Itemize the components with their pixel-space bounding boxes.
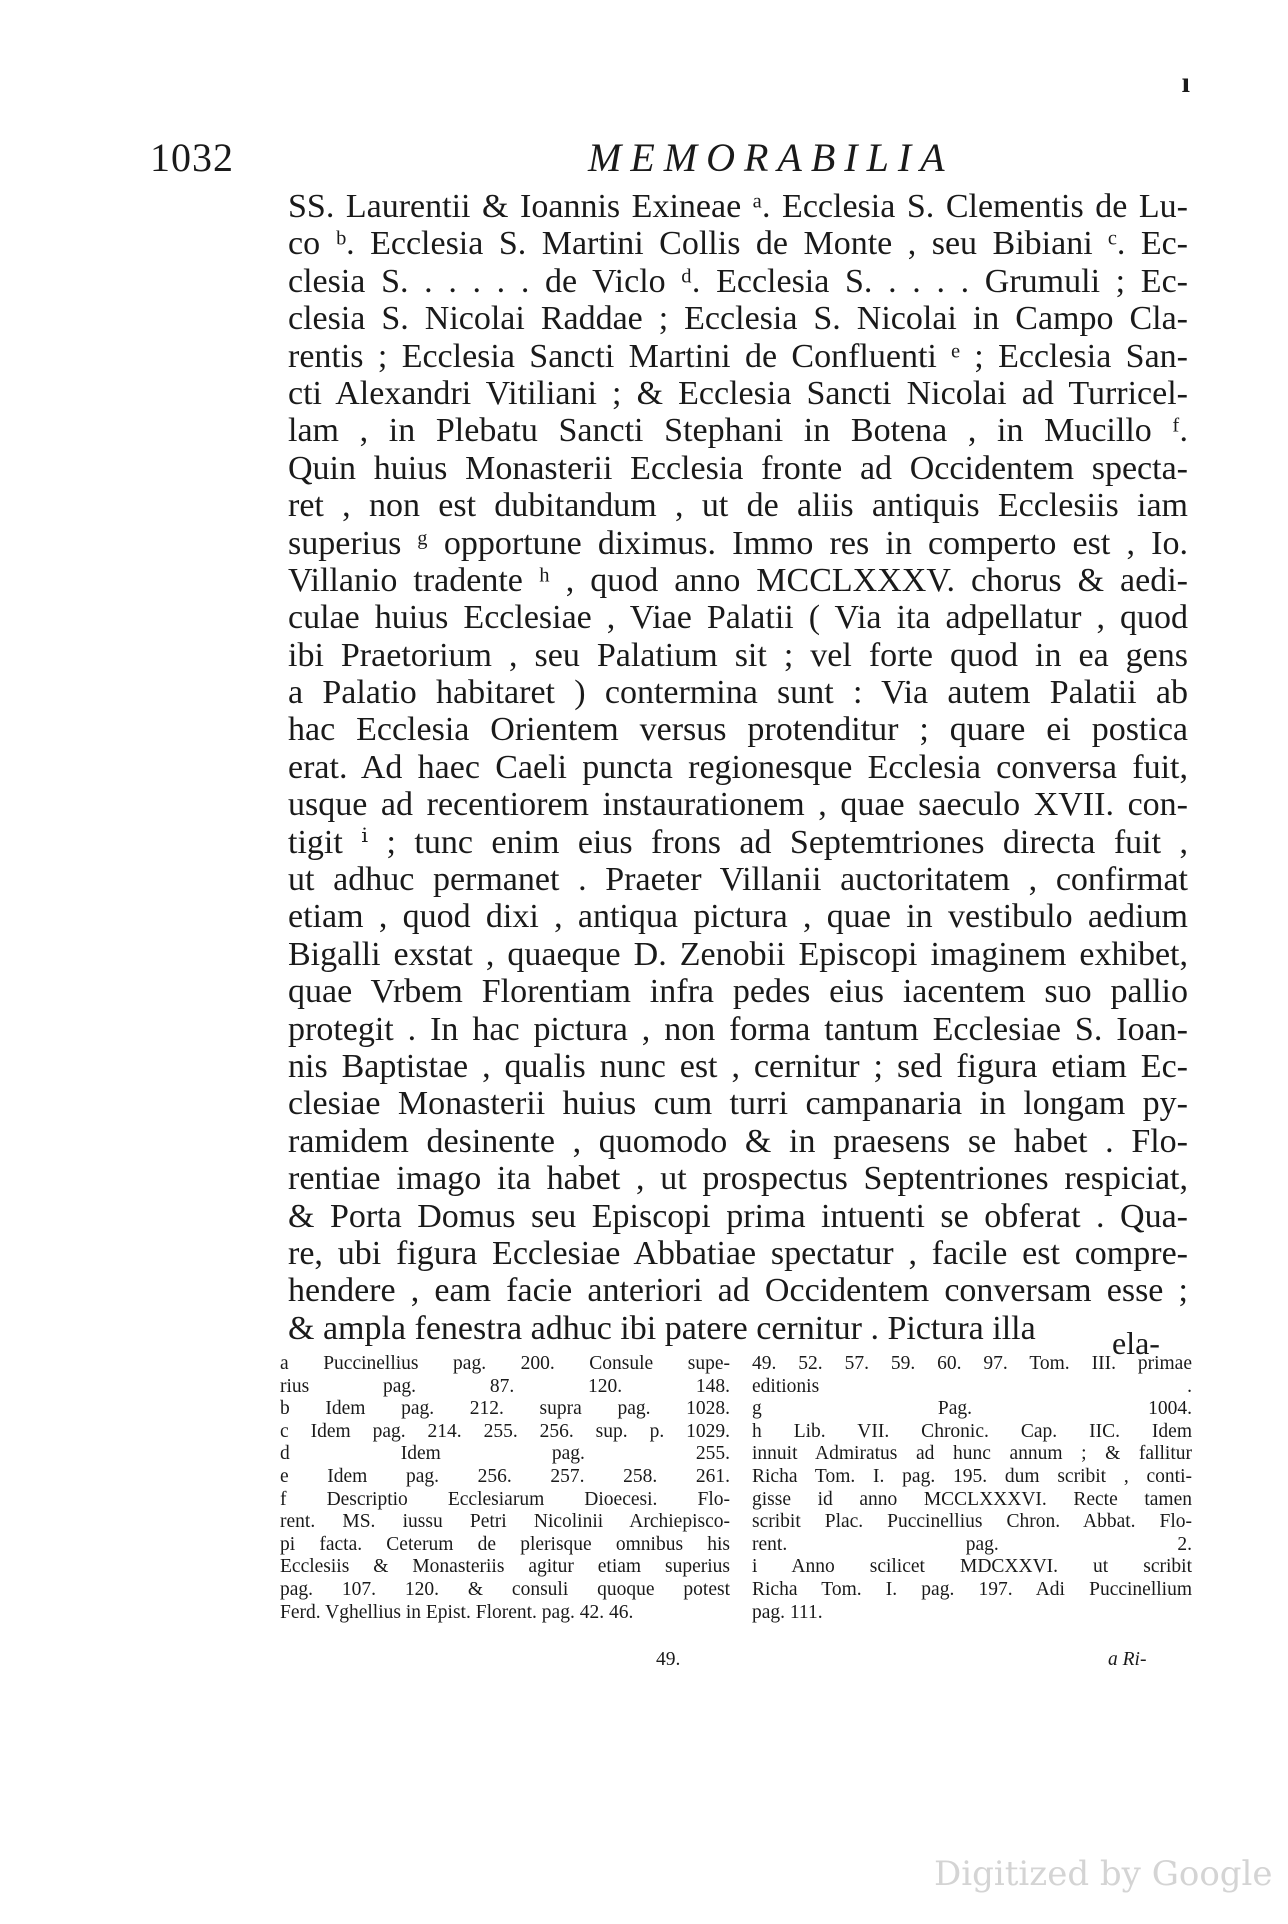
footnote-line: pag. 107. 120. & consuli quoque potest (280, 1578, 730, 1600)
footnote-line: Richa Tom. I. pag. 197. Adi Puccinellium (752, 1578, 1192, 1600)
text-line: protegit . In hac pictura , non forma tantum Ecclesiae S. Ioan- (288, 1010, 1188, 1048)
footnote-line: rent. pag. 2. (752, 1533, 1192, 1555)
footnote-line: rius pag. 87. 120. 148. (280, 1375, 730, 1397)
footnote-line: i Anno scilicet MDCXXVI. ut scribit (752, 1556, 1192, 1578)
footnote-line: a Puccinellius pag. 200. Consule supe- (280, 1353, 730, 1374)
text-line: rentis ; Ecclesia Sancti Martini de Confluenti ᵉ ; Ecclesia San- (288, 337, 1188, 375)
text-line: re, ubi figura Ecclesiae Abbatiae spectatur , facile est compre- (288, 1234, 1188, 1272)
text-line: Bigalli exstat , quaeque D. Zenobii Episcopi imaginem exhibet, (288, 935, 1188, 973)
text-line: ibi Praetorium , seu Palatium sit ; vel forte quod in ea gens (288, 636, 1188, 674)
text-line: usque ad recentiorem instaurationem , quae saeculo XVII. con- (288, 786, 1188, 824)
main-text-block (288, 188, 1188, 1347)
text-line: a Palatio habitaret ) contermina sunt : Via autem Palatii ab (288, 674, 1188, 712)
text-line: & Porta Domus seu Episcopi prima intuenti se obferat . Qua- (288, 1197, 1188, 1235)
text-line: clesia S. Nicolai Raddae ; Ecclesia S. Nicolai in Campo Cla- (288, 300, 1188, 338)
text-line: quae Vrbem Florentiam infra pedes eius iacentem suo pallio (288, 973, 1188, 1011)
text-line: clesia S. . . . . . de Viclo ᵈ. Ecclesia S. . . . . Grumuli ; Ec- (288, 262, 1188, 300)
footnote-line: Ecclesiis & Monasteriis agitur etiam superius (280, 1556, 730, 1578)
text-line: superius ᵍ opportune diximus. Immo res in comperto est , Io. (288, 524, 1188, 562)
text-line: tigit ⁱ ; tunc enim eius frons ad Septemtriones directa fuit , (288, 823, 1188, 861)
text-line: & ampla fenestra adhuc ibi patere cernitur . Pictura illa (288, 1309, 1036, 1347)
footnote-line: g Pag. 1004. (752, 1398, 1192, 1420)
running-title: MEMORABILIA (588, 135, 954, 180)
footnote-line: innuit Admiratus ad hunc annum ; & fallitur (752, 1443, 1192, 1465)
text-line: etiam , quod dixi , antiqua pictura , quae in vestibulo aedium (288, 898, 1188, 936)
footnote-line: c Idem pag. 214. 255. 256. sup. p. 1029. (280, 1420, 730, 1442)
text-line: lam , in Plebatu Sancti Stephani in Botena , in Mucillo ᶠ. (288, 412, 1188, 450)
page-header (150, 128, 1160, 188)
footnote-line: h Lib. VII. Chronic. Cap. IIC. Idem (752, 1420, 1192, 1442)
text-line: clesiae Monasterii huius cum turri campanaria in longam py- (288, 1085, 1188, 1123)
text-line: Quin huius Monasterii Ecclesia fronte ad Occidentem specta- (288, 449, 1188, 487)
text-line: erat. Ad haec Caeli puncta regionesque Ecclesia conversa fuit, (288, 748, 1188, 786)
text-line: Villanio tradente ʰ , quod anno MCCLXXXV. chorus & aedi- (288, 561, 1188, 599)
text-line: ramidem desinente , quomodo & in praesens se habet . Flo- (288, 1122, 1188, 1160)
footnote-line: Richa Tom. I. pag. 195. dum scribit , conti- (752, 1465, 1192, 1487)
footnote-catchword-right: a Ri- (1108, 1649, 1147, 1670)
footnotes-right-column (752, 1353, 1192, 1624)
footnote-line: d Idem pag. 255. (280, 1443, 730, 1465)
text-line: culae huius Ecclesiae , Viae Palatii ( Via ita adpellatur , quod (288, 599, 1188, 637)
footnote-line: 49. 52. 57. 59. 60. 97. Tom. III. primae (752, 1353, 1192, 1374)
digitizer-watermark: Digitized by Google (934, 1854, 1273, 1894)
footnote-line: rent. MS. iussu Petri Nicolinii Archiepisco- (280, 1511, 730, 1533)
text-line: SS. Laurentii & Ioannis Exineae ᵃ. Ecclesia S. Clementis de Lu- (288, 188, 1188, 225)
page-number: 1032 (150, 135, 234, 180)
text-line: ut adhuc permanet . Praeter Villanii auctoritatem , confirmat (288, 861, 1188, 899)
footnote-line: b Idem pag. 212. supra pag. 1028. (280, 1398, 730, 1420)
text-line: ret , non est dubitandum , ut de aliis antiquis Ecclesiis iam (288, 487, 1188, 525)
footnote-line: e Idem pag. 256. 257. 258. 261. (280, 1465, 730, 1487)
text-line: hac Ecclesia Orientem versus protenditur ; quare ei postica (288, 711, 1188, 749)
footnote-line: pi facta. Ceterum de plerisque omnibus his (280, 1533, 730, 1555)
footnotes-left-column (280, 1353, 730, 1624)
footnote-line: Ferd. Vghellius in Epist. Florent. pag. 42. 46. (280, 1601, 634, 1623)
footnote-line: scribit Plac. Puccinellius Chron. Abbat. Flo- (752, 1511, 1192, 1533)
footnote-line: editionis . (752, 1375, 1192, 1397)
text-line: cti Alexandri Vitiliani ; & Ecclesia Sancti Nicolai ad Turricel- (288, 374, 1188, 412)
text-line: rentiae imago ita habet , ut prospectus Septentriones respiciat, (288, 1160, 1188, 1198)
text-line: hendere , eam facie anteriori ad Occidentem conversam esse ; (288, 1272, 1188, 1310)
text-line: nis Baptistae , qualis nunc est , cernitur ; sed figura etiam Ec- (288, 1047, 1188, 1085)
footnote-catchword: 49. (656, 1649, 681, 1670)
text-line: co ᵇ. Ecclesia S. Martini Collis de Monte , seu Bibiani ᶜ. Ec- (288, 225, 1188, 263)
catchword: ela- (1112, 1325, 1160, 1361)
corner-mark: ı (1181, 66, 1190, 99)
footnote-line: pag. 111. (752, 1601, 823, 1623)
footnote-line: f Descriptio Ecclesiarum Dioecesi. Flo- (280, 1488, 730, 1510)
footnote-line: gisse id anno MCCLXXXVI. Recte tamen (752, 1488, 1192, 1510)
